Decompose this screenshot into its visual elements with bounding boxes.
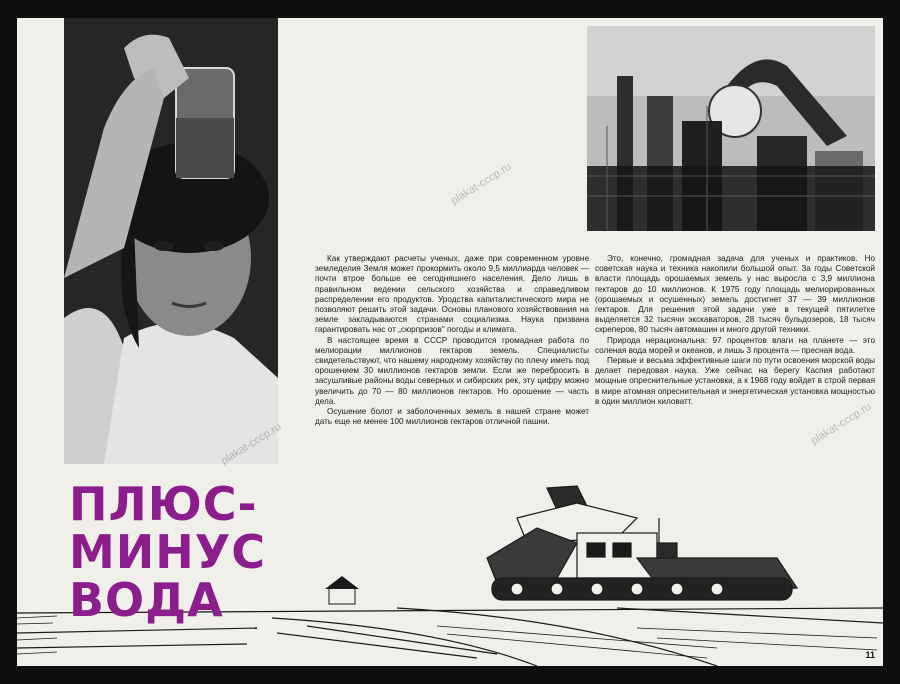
- scientist-photo: [64, 18, 278, 464]
- paragraph: Как утверждают расчеты ученых, даже при современном уровне земледелия Земля может прокормить около 9,5 миллиарда человек — почти втрое больше ее сегодняшнего населения. Дело лишь в правильном ведении сельского хозяйства и справедливом распределении его продуктов. Уродства капиталистического мира не позволяют решить этой задачи. Основы планового хозяйствования на земле закладываются странами социализма. Наука призвана гарантировать нас от „сюрпризов" погоды и климата.: [315, 254, 589, 335]
- paragraph: Осушение болот и заболоченных земель в нашей стране может дать еще не менее 100 миллионов гектаров отличной пашни.: [315, 407, 589, 427]
- house-drawing: [325, 576, 359, 604]
- refinery-photo: [587, 26, 875, 231]
- watermark: plakat-cccp.ru: [449, 160, 514, 208]
- magazine-page: [17, 18, 883, 666]
- scientist-photo-art: [64, 18, 278, 464]
- refinery-photo-art: [587, 26, 875, 231]
- watermark: plakat-cccp.ru: [809, 400, 874, 448]
- title-line: ВОДА: [69, 573, 224, 627]
- title-line: ПЛЮС-: [69, 477, 258, 531]
- article-title: [69, 477, 266, 627]
- paragraph: В настоящее время в СССР проводится громадная работа по мелиорации миллионов гектаров земель. Специалисты свидетельствуют, что нашему народному хозяйству по плечу иметь под орошением 30 миллионов гектаров земли. Если же перебросить в засушливые районы воды северных и сибирских рек, эту цифру можно увеличить до 70 — 80 миллионов гектаров. Но орошение — часть дела.: [315, 335, 589, 406]
- article-column-left: [315, 254, 589, 427]
- page-number: 11: [865, 650, 875, 660]
- paragraph: Это, конечно, громадная задача для ученых и практиков. Но советская наука и техника накопили большой опыт. За годы Советской власти площадь орошаемых земель у нас выросла с 3,9 миллиона гектаров до 10 миллионов. К 1975 году площадь мелиорированных (орошаемых и осушенных) земель достигнет 37 — 39 миллионов гектаров. Для решения этой задачи уже в текущей пятилетке выделяется 32 тысячи экскаваторов, 28 тысяч бульдозеров, 18 тысяч скреперов, 80 тысяч автомашин и много другой техники.: [595, 254, 875, 335]
- title-line: МИНУС: [69, 525, 266, 579]
- article-column-right: [595, 254, 875, 407]
- watermark: plakat-cccp.ru: [219, 420, 284, 468]
- paragraph: Первые и весьма эффективные шаги по пути освоения морской воды делает передовая наука. Уже сейчас на берегу Каспия работают мощные опреснительные установки, а к 1968 году войдет в строй первая в мире атомная опреснительная и энергетическая установка мощностью в один миллион киловатт.: [595, 356, 875, 406]
- paragraph: Природа нерациональна: 97 процентов влаги на планете — это соленая вода морей и океанов, и лишь 3 процента — пресная вода.: [595, 335, 875, 355]
- excavator-drawing: [487, 486, 797, 600]
